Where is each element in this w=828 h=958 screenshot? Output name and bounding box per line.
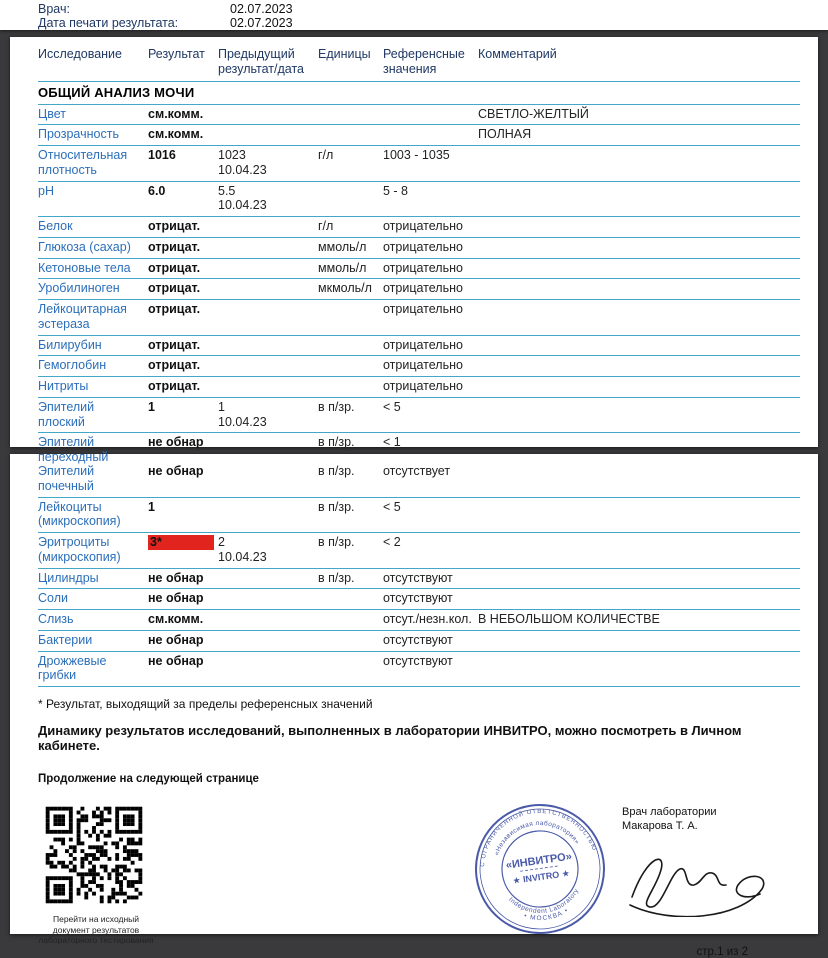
comment (478, 654, 800, 684)
test-result: см.комм. (148, 612, 204, 626)
test-name: Соли (38, 591, 68, 606)
previous-result (218, 338, 318, 353)
table-row (38, 300, 800, 336)
units (318, 654, 383, 684)
test-result: 1 (148, 499, 155, 514)
stamp-title-en: ★ INVITRO ★ (511, 867, 571, 886)
comment (478, 148, 800, 178)
reference-values: < 5 (383, 499, 401, 514)
comment (478, 219, 800, 234)
doctor-label: Врач: (38, 2, 70, 16)
test-result: см.комм. (148, 106, 204, 121)
comment (478, 281, 800, 296)
results-table-part1 (38, 105, 800, 469)
previous-result (218, 435, 318, 465)
units: г/л (318, 148, 334, 162)
table-row (38, 631, 800, 652)
previous-result (218, 633, 318, 648)
test-name: Билирубин (38, 337, 102, 352)
table-row (38, 462, 800, 498)
units (318, 127, 383, 142)
test-name: Эпителий почечный (38, 464, 95, 493)
section-title: ОБЩИЙ АНАЛИЗ МОЧИ (38, 82, 800, 105)
units: в п/зр. (318, 399, 355, 414)
test-result: отрицат. (148, 239, 201, 254)
previous-result (218, 281, 318, 296)
reference-values (383, 107, 478, 122)
previous-result (218, 500, 318, 530)
units: г/л (318, 219, 334, 233)
table-row (38, 533, 800, 569)
test-result: 3* (148, 535, 218, 565)
test-result: отрицат. (148, 281, 201, 296)
reference-values: отсутствуют (383, 591, 453, 606)
reference-values: < 2 (383, 535, 401, 549)
test-name: pH (38, 183, 54, 198)
reference-values: отрицательно (383, 260, 463, 275)
comment (478, 535, 800, 565)
units (318, 107, 383, 122)
test-name: Цвет (38, 106, 67, 121)
table-row (38, 238, 800, 259)
test-name: Относительная плотность (38, 148, 128, 177)
stamp-outer-bottom-text: • МОСКВА • (522, 906, 571, 923)
previous-result (218, 107, 318, 122)
table-row (38, 377, 800, 398)
previous-result: 5.5 10.04.23 (218, 183, 267, 213)
reference-values: отсут./незн.кол. (383, 612, 472, 626)
comment (478, 464, 800, 494)
test-name: Кетоновые тела (38, 260, 131, 275)
report-page-top (10, 37, 818, 464)
table-row (38, 279, 800, 300)
out-of-range-footnote: * Результат, выходящий за пределы референсных значений (38, 697, 373, 711)
test-name: Эритроциты (микроскопия) (38, 535, 121, 564)
test-name: Лейкоциты (микроскопия) (38, 499, 121, 529)
report-page-bottom (10, 454, 818, 958)
units: в п/зр. (318, 435, 355, 450)
dynamics-note: Динамику результатов исследований, выполненных в лаборатории ИНВИТРО, можно посмотреть в Личном кабинете. (38, 723, 742, 753)
comment: СВЕТЛО-ЖЕЛТЫЙ (478, 106, 589, 121)
units (318, 379, 383, 394)
test-result: см.комм. (148, 127, 204, 142)
table-row (38, 259, 800, 280)
comment (478, 500, 800, 530)
test-name: Бактерии (38, 632, 93, 647)
table-header (38, 44, 800, 82)
previous-result (218, 302, 318, 332)
comment (478, 338, 800, 353)
units: в п/зр. (318, 570, 355, 585)
units (318, 302, 383, 332)
print-date-value: 02.07.2023 (230, 16, 293, 30)
comment (478, 240, 800, 255)
qr-block (38, 799, 188, 946)
report-meta (0, 0, 828, 30)
table-row (38, 125, 800, 146)
qr-code (38, 799, 150, 911)
col-header-previous: Предыдущий результат/дата (218, 47, 304, 76)
continuation-note: Продолжение на следующей странице (38, 773, 259, 785)
test-result: не обнар (148, 435, 204, 450)
comment (478, 184, 800, 214)
print-date-row (38, 16, 828, 30)
reference-values: отрицательно (383, 281, 463, 296)
comment: В НЕБОЛЬШОМ КОЛИЧЕСТВЕ (478, 612, 660, 626)
test-result: отрицат. (148, 260, 201, 275)
reference-values: отрицательно (383, 239, 463, 254)
units: в п/зр. (318, 535, 355, 549)
previous-result (218, 464, 318, 494)
previous-result (218, 612, 318, 627)
comment (478, 261, 800, 276)
test-name: Нитриты (38, 379, 89, 393)
reference-values: отрицательно (383, 358, 463, 373)
table-row (38, 498, 800, 534)
test-name: Глюкоза (сахар) (38, 239, 131, 254)
reference-values: < 5 (383, 399, 401, 414)
units: ммоль/л (318, 260, 367, 275)
col-header-result: Результат (148, 47, 205, 61)
previous-result (218, 571, 318, 586)
stamp-inner-bottom-text: Independent Laboratory (507, 887, 581, 916)
results-table-part2 (38, 462, 800, 687)
test-name: Дрожжевые грибки (38, 653, 107, 683)
table-row (38, 336, 800, 357)
reference-values: отрицательно (383, 337, 463, 352)
col-header-test: Исследование (38, 47, 122, 61)
comment (478, 571, 800, 586)
table-row (38, 652, 800, 688)
col-header-reference: Референсные значения (383, 47, 465, 76)
col-header-comment: Комментарий (478, 47, 557, 61)
invitro-stamp (470, 799, 610, 939)
comment (478, 400, 800, 430)
doctor-signature-block (622, 799, 800, 922)
doctor-title: Врач лаборатории (622, 806, 717, 818)
test-name: Гемоглобин (38, 358, 107, 373)
test-name: Белок (38, 219, 73, 233)
page-indicator: стр.1 из 2 (696, 945, 748, 958)
units (318, 612, 383, 627)
comment (478, 633, 800, 648)
reference-values: < 1 (383, 435, 401, 450)
previous-result (218, 261, 318, 276)
previous-result (218, 591, 318, 606)
test-result: не обнар (148, 632, 204, 647)
previous-result (218, 240, 318, 255)
previous-result (218, 219, 318, 234)
units (318, 591, 383, 606)
qr-caption: Перейти на исходный документ результатов лабораторного тестирования (38, 914, 154, 946)
test-result: отрицат. (148, 337, 201, 352)
table-row (38, 356, 800, 377)
table-row (38, 105, 800, 126)
comment (478, 435, 800, 465)
table-row (38, 182, 800, 218)
test-result: не обнар (148, 570, 204, 585)
reference-values: 1003 - 1035 (383, 148, 450, 162)
units: мкмоль/л (318, 281, 372, 296)
test-result: не обнар (148, 591, 204, 606)
table-row (38, 398, 800, 434)
test-result: отрицат. (148, 379, 201, 393)
units: ммоль/л (318, 239, 367, 254)
test-result: не обнар (148, 464, 204, 478)
test-result: 1 (148, 399, 155, 414)
col-header-units: Единицы (318, 47, 371, 61)
reference-values: отрицательно (383, 379, 463, 393)
test-name: Уробилиноген (38, 281, 120, 296)
reference-values: 5 - 8 (383, 183, 409, 198)
previous-result: 1023 10.04.23 (218, 148, 267, 177)
table-row (38, 146, 800, 182)
comment (478, 302, 800, 332)
previous-result (218, 127, 318, 142)
units (318, 358, 383, 373)
reference-values: отсутствуют (383, 570, 453, 585)
reference-values (383, 127, 478, 142)
test-result: отрицат. (148, 219, 201, 233)
comment (478, 379, 800, 394)
previous-result: 2 10.04.23 (218, 535, 267, 564)
print-date-label: Дата печати результата: (38, 16, 179, 30)
previous-result (218, 654, 318, 684)
test-result: не обнар (148, 653, 204, 668)
previous-result: 1 10.04.23 (218, 399, 267, 429)
doctor-name: Макарова Т. А. (622, 820, 698, 832)
stamp-title-ru: «ИНВИТРО» (505, 850, 573, 872)
test-result: 6.0 (148, 183, 166, 198)
stamp-outer-top-text: С ОГРАНИЧЕННОЙ ОТВЕТСТВЕННОСТЬЮ (479, 808, 598, 868)
table-row (38, 589, 800, 610)
test-result: отрицат. (148, 358, 201, 373)
units: в п/зр. (318, 464, 355, 478)
test-name: Цилиндры (38, 570, 99, 585)
comment (478, 358, 800, 373)
test-name: Лейкоцитарная эстераза (38, 302, 127, 331)
stamp-inner-top-text: «Независимая лаборатория» (493, 819, 581, 857)
comment (478, 591, 800, 606)
table-row (38, 569, 800, 590)
units (318, 338, 383, 353)
test-name: Эпителий переходный (38, 435, 109, 464)
doctor-value: 02.07.2023 (230, 2, 293, 16)
test-name: Слизь (38, 612, 74, 626)
test-name: Прозрачность (38, 127, 119, 142)
comment: ПОЛНАЯ (478, 127, 532, 142)
doctor-row (38, 2, 828, 16)
reference-values: отрицательно (383, 302, 463, 316)
test-result: отрицат. (148, 302, 201, 316)
test-name: Эпителий плоский (38, 399, 95, 429)
test-result: 1016 (148, 148, 176, 162)
units (318, 633, 383, 648)
reference-values: отрицательно (383, 219, 463, 233)
previous-result (218, 379, 318, 394)
units (318, 184, 383, 214)
units: в п/зр. (318, 499, 355, 514)
footer-row (38, 799, 800, 946)
previous-result (218, 358, 318, 373)
reference-values: отсутствует (383, 464, 451, 478)
table-row (38, 217, 800, 238)
reference-values: отсутствуют (383, 632, 453, 647)
reference-values: отсутствуют (383, 653, 453, 668)
signature (622, 847, 772, 917)
table-row (38, 610, 800, 631)
